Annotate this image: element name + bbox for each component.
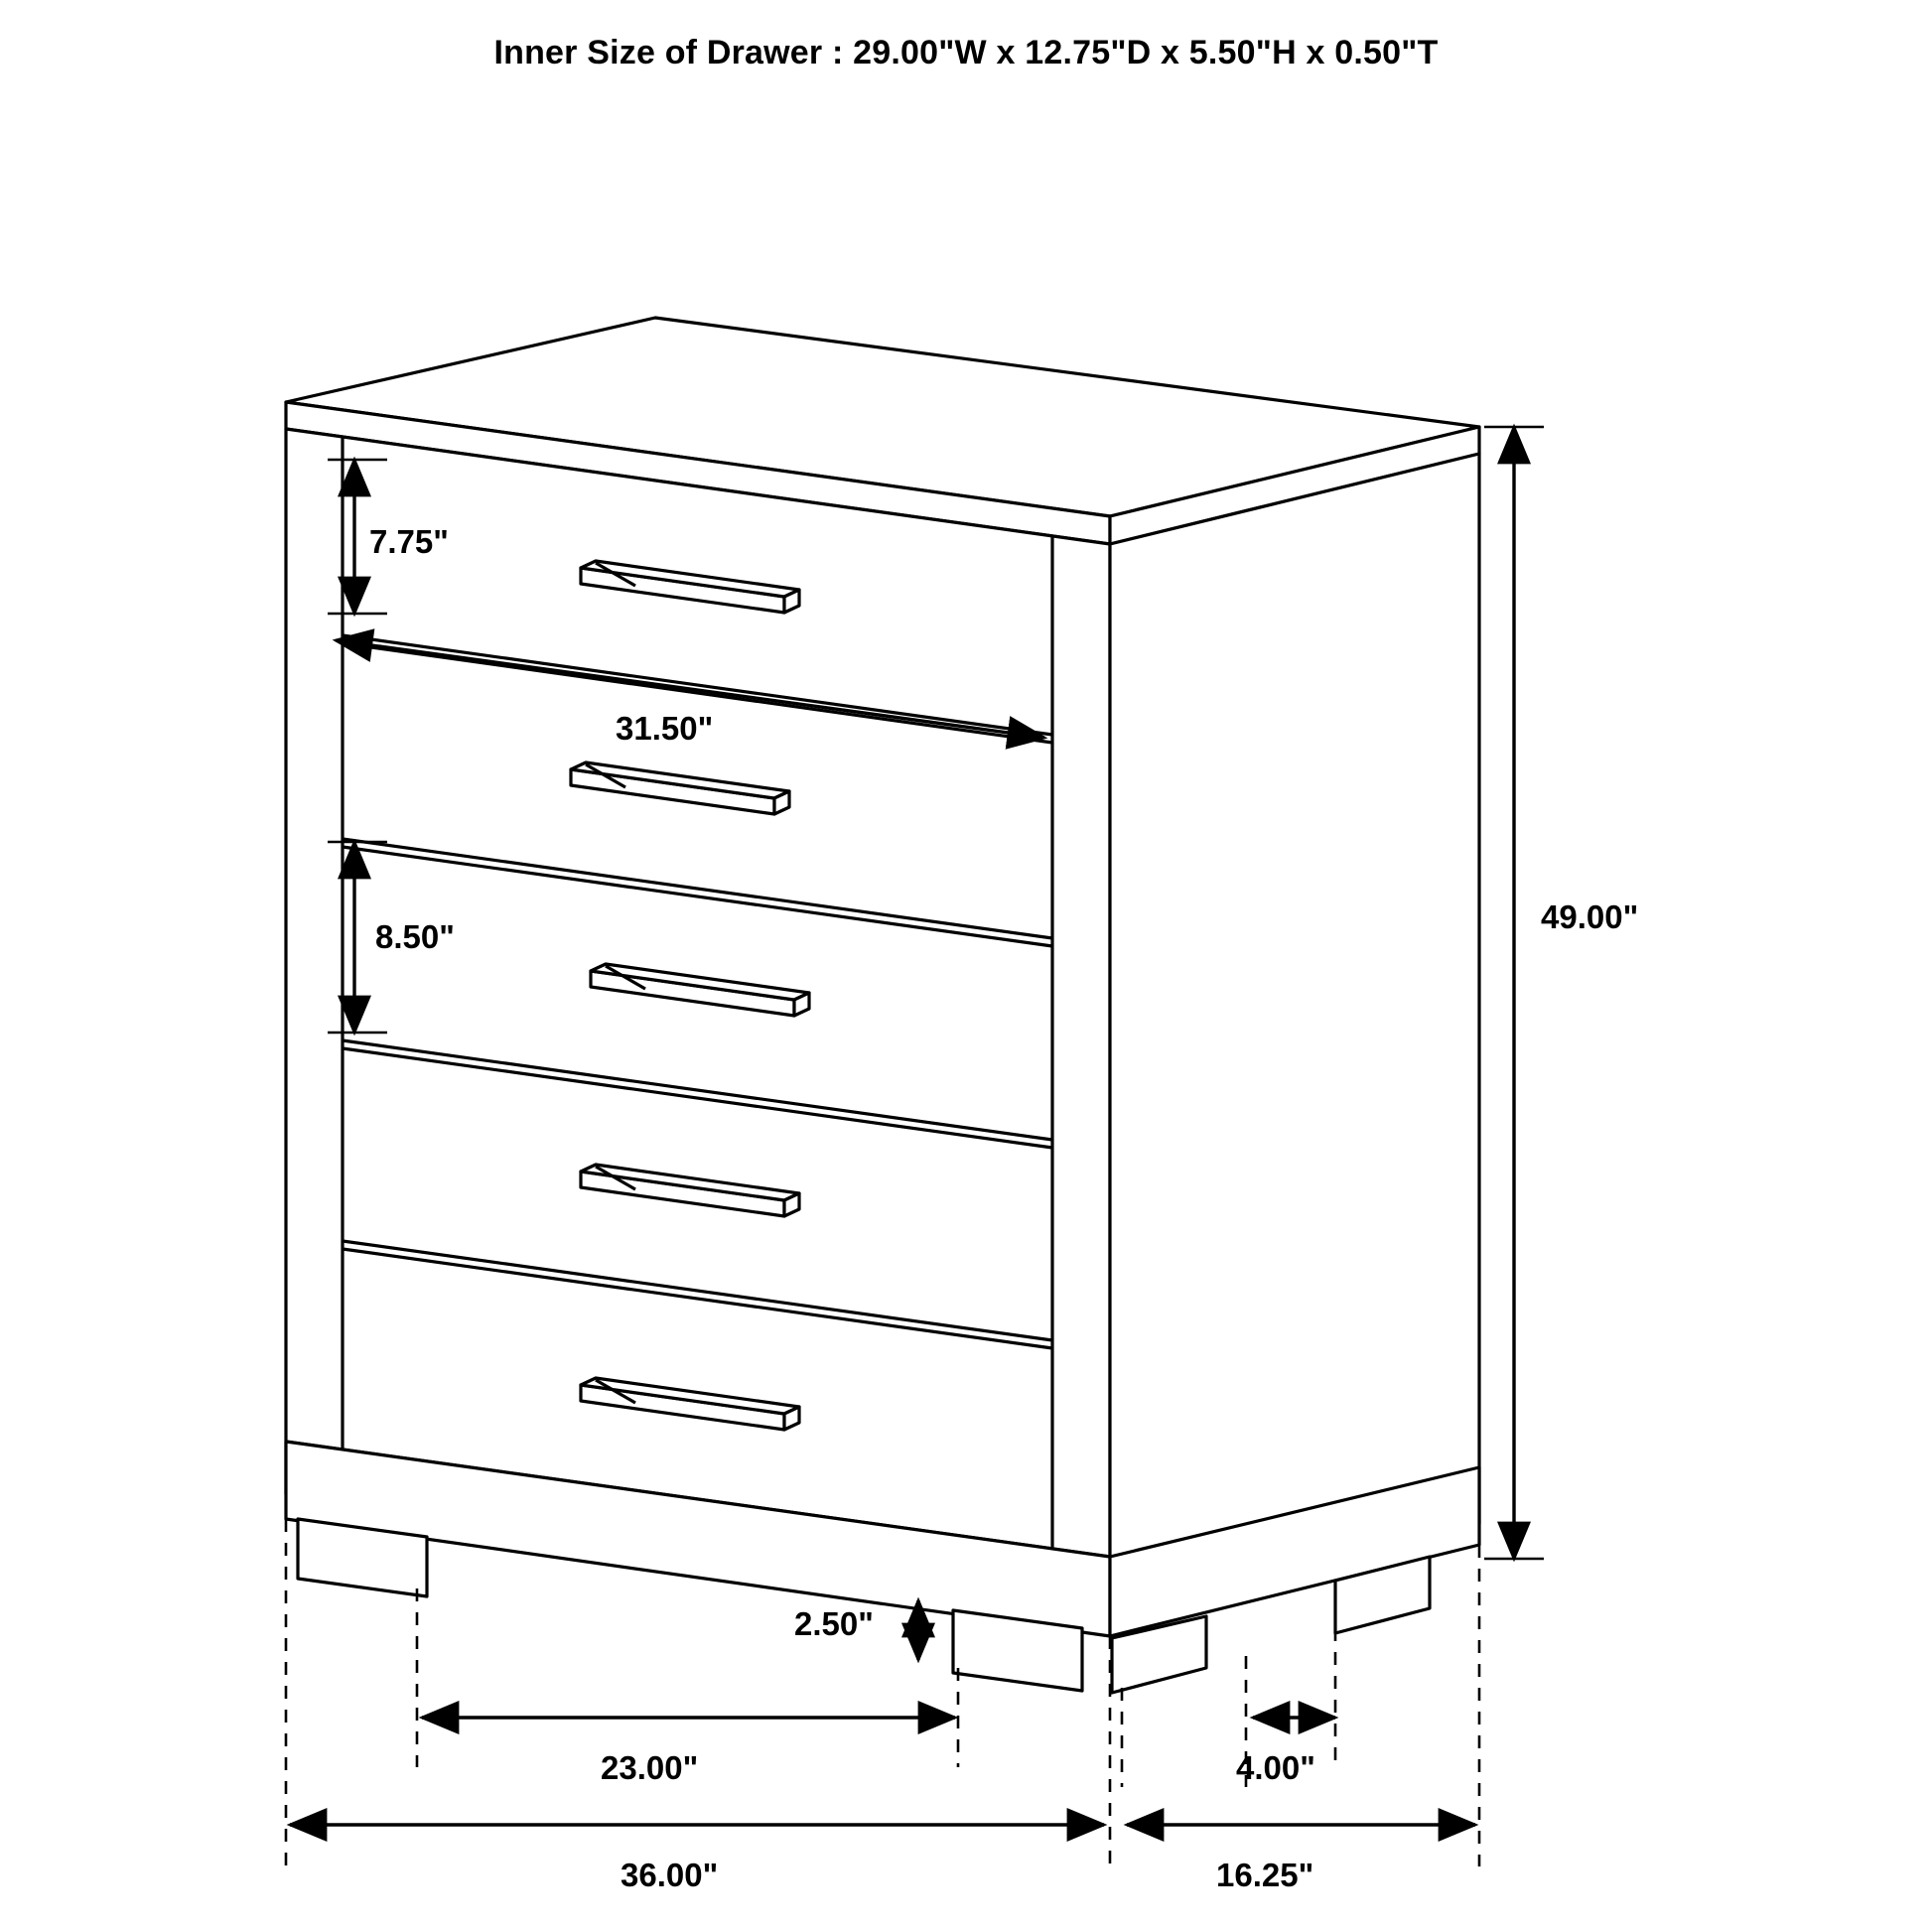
chest-body (286, 318, 1479, 1693)
dimension-label-leg-span-front: 23.00" (601, 1749, 699, 1786)
dimension-label-drawer-front-width: 31.50" (616, 710, 714, 747)
page-title: Inner Size of Drawer : 29.00"W x 12.75"D x 5.50"H x 0.50"T (493, 34, 1439, 71)
dimension-label-overall-height: 49.00" (1541, 898, 1639, 935)
dimension-label-overall-width: 36.00" (621, 1857, 719, 1893)
dimension-label-top-drawer-height: 7.75" (369, 523, 449, 560)
dimension-label-drawer-height: 8.50" (375, 918, 455, 955)
dimension-label-leg-depth-inset: 4.00" (1236, 1749, 1315, 1786)
dimension-label-leg-height: 2.50" (794, 1605, 874, 1642)
dimension-label-overall-depth: 16.25" (1216, 1857, 1314, 1893)
